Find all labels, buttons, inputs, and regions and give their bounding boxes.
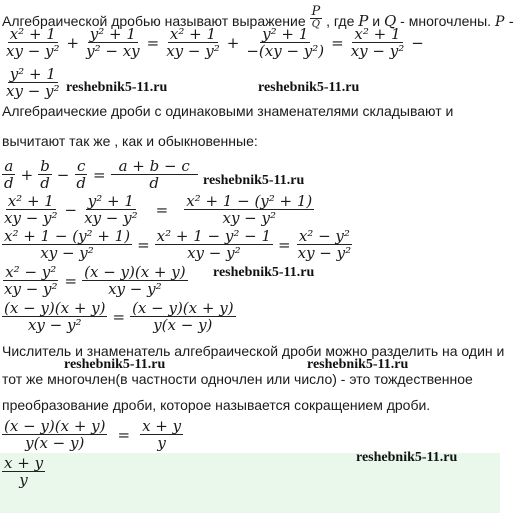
intro-text-where: , где bbox=[326, 13, 355, 30]
intro-and: и bbox=[372, 13, 381, 30]
equation-1: $\frac{\text{x² + 1}}{\text{xy − y²}}$ + $\frac{\text{y² + 1}}{\text{y² − xy}}$ = $\frac{\text{x² + 1}}{\text{xy − y²}}$ + $\frac{\text{y² + 1}}{\text{−(xy − y²)}}$ = $\frac{\text{x² + 1}}{\text{xy − y²}}$ − bbox=[6, 25, 424, 60]
eq1-term-3: $\frac{\text{x² + 1}}{\text{xy − y²}}$ bbox=[166, 25, 220, 60]
equation-3: $\frac{\text{x² + 1}}{\text{xy − y²}}$ − $\frac{\text{y² + 1}}{\text{xy − y²}}$ = $\frac{\text{x² + 1 − (y² + 1)}}{\text{xy − y²}}$ bbox=[4, 192, 313, 227]
rule-2-line-2: тот же многочлен(в частности одночлен или число) - это тождественное bbox=[2, 371, 473, 387]
equation-6: $\frac{(x - y)(x + y)}{\text{xy − y²}}$ = $\frac{(x - y)(x + y)}{y(x - y)}$ bbox=[4, 299, 234, 334]
intro-frac-num: P bbox=[311, 4, 321, 19]
equation-4: $\frac{\text{x² + 1 − (y² + 1)}}{\text{xy − y²}}$ = $\frac{\text{x² + 1 − y² − 1}}{\text{xy − y²}}$ = $\frac{\text{x² − y²}}{\text{xy − y²}}$ bbox=[4, 227, 352, 262]
rule-2-line-3: преобразование дроби, которое называется сокращением дроби. bbox=[2, 397, 431, 413]
eq1-term-1: $\frac{\text{x² + 1}}{\text{xy − y²}}$ bbox=[6, 25, 60, 60]
watermark: reshebnik5-11.ru bbox=[258, 80, 360, 95]
rule-2-line-1: Числитель и знаменатель алгебраической дроби можно разделить на один и bbox=[2, 343, 505, 359]
equation-8: $\frac{x + y}{y}$ bbox=[4, 454, 44, 489]
eq1-term-4: $\frac{\text{y² + 1}}{\text{−(xy − y²)}}$ bbox=[246, 25, 325, 60]
rule-1-line-1: Алгебраические дроби с одинаковыми знаменателями складывают и bbox=[2, 103, 454, 119]
equation-2: $\frac{a}{d}$ + $\frac{b}{d}$ − $\frac{c}{d}$ = $\frac{a + b - c}{d}$ bbox=[2, 158, 198, 191]
watermark: reshebnik5-11.ru bbox=[213, 265, 315, 280]
equation-5: $\frac{\text{x² − y²}}{\text{xy − y²}}$ = $\frac{(x - y)(x + y)}{\text{xy − y²}}$ bbox=[4, 263, 186, 298]
eq1-term-6: $\frac{\text{y² + 1}}{\text{xy − y²}}$ bbox=[6, 65, 60, 100]
watermark: reshebnik5-11.ru bbox=[356, 450, 458, 465]
intro-var-p: P bbox=[358, 12, 369, 31]
intro-var-q: Q bbox=[383, 12, 397, 31]
rule-1-line-2: вычитают так же , как и обыкновенные: bbox=[2, 133, 258, 149]
intro-text-poly: - многочлены. bbox=[400, 13, 492, 30]
intro-text: Алгебраической дробью называют выражение bbox=[2, 13, 306, 30]
equation-7: $\frac{(x - y)(x + y)}{y(x - y)}$ = $\frac{x + y}{y}$ bbox=[4, 417, 182, 452]
watermark: reshebnik5-11.ru bbox=[66, 80, 168, 95]
watermark: reshebnik5-11.ru bbox=[307, 357, 409, 372]
watermark: reshebnik5-11.ru bbox=[64, 357, 166, 372]
intro-trail: P - bbox=[494, 14, 514, 31]
intro-frac-den: Q bbox=[311, 19, 320, 30]
equation-1-continued bbox=[4, 66, 62, 99]
watermark: reshebnik5-11.ru bbox=[203, 173, 305, 188]
eq1-term-2: $\frac{\text{y² + 1}}{\text{y² − xy}}$ bbox=[86, 25, 140, 60]
eq1-term-5: $\frac{\text{x² + 1}}{\text{xy − y²}}$ bbox=[350, 25, 405, 60]
